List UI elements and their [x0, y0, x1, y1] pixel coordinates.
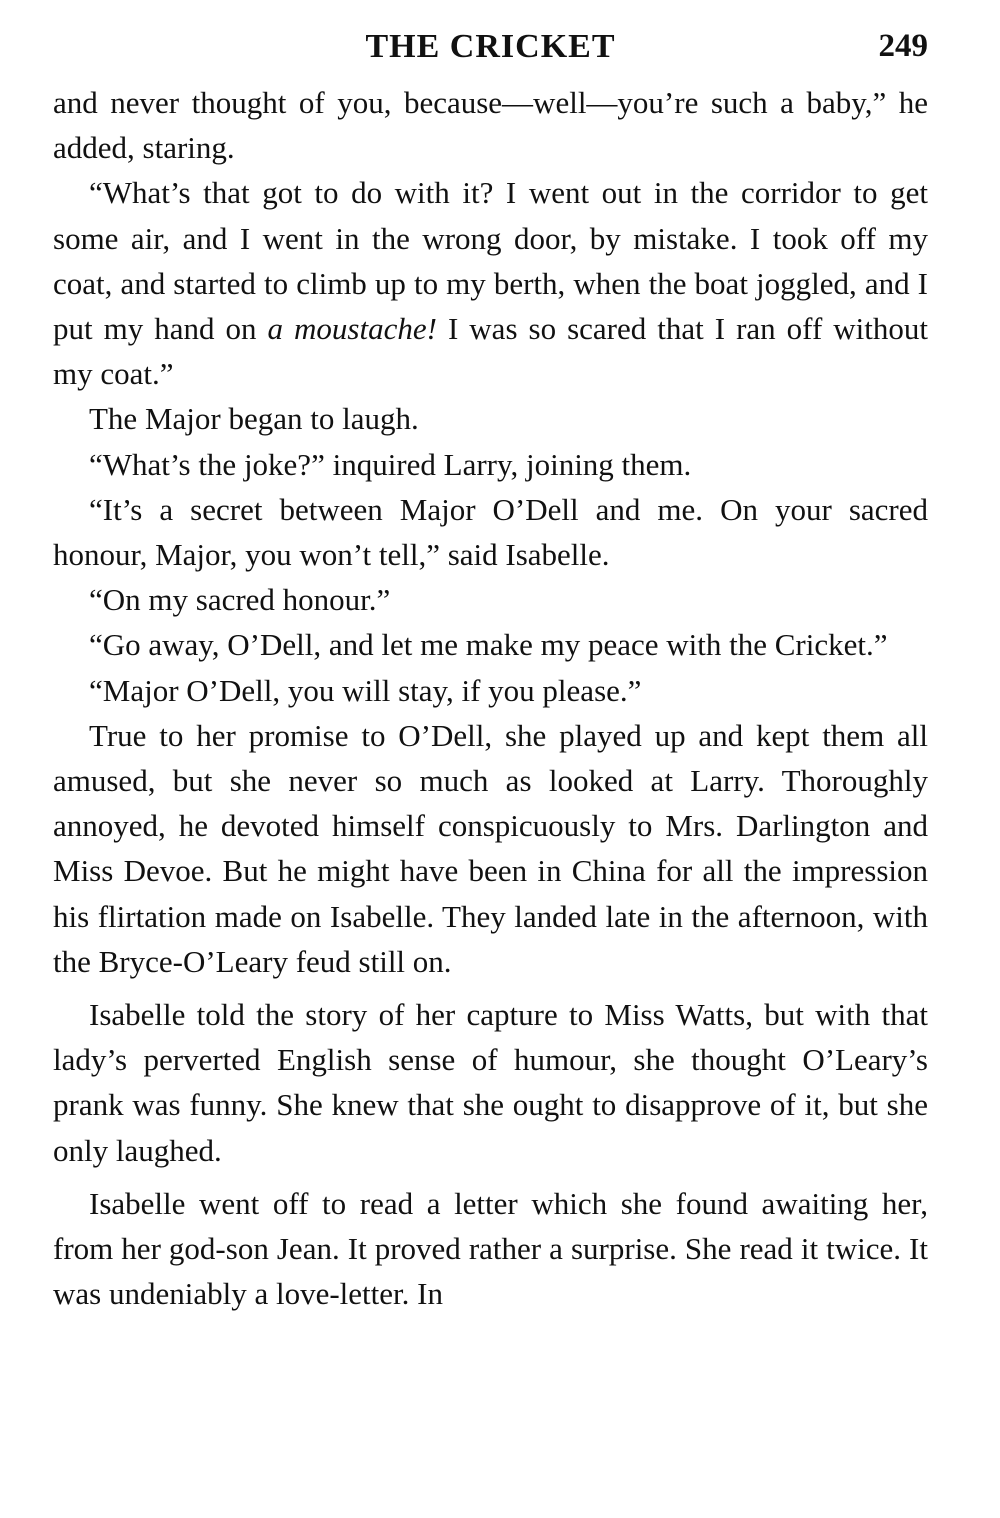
- paragraph: True to her promise to O’Dell, she played up and kept them all amused, but she never so much as looked at Larry. Thoroughly annoyed, he devoted himself conspicuously to Mrs. Darlington and Miss Devoe. But he might have been in China for all the impression his flirtation made on Isabelle. They landed late in the afternoon, with the Bryce-O’Leary feud still on.: [53, 717, 928, 979]
- page-header: [53, 28, 928, 80]
- paragraph-text: “What’s that got to do with it? I went out in the corridor to get some air, and I went in the wrong door, by mistake. I took off my coat, and started to climb up to my berth, when the boat joggled, and I put my hand on: [53, 175, 928, 347]
- paragraph: Isabelle went off to read a letter which she found awaiting her, from her god-son Jean. It proved rather a surprise. She read it twice. It was undeniably a love-letter. In: [53, 1185, 928, 1312]
- paragraph: “Go away, O’Dell, and let me make my peace with the Cricket.”: [89, 627, 888, 663]
- paragraph-text: I was so scared that I ran off without my coat.”: [53, 311, 928, 392]
- paragraph: The Major began to laugh.: [89, 401, 419, 437]
- paragraph: “It’s a secret between Major O’Dell and me. On your sacred honour, Major, you won’t tell,” said Isabelle.: [53, 491, 928, 573]
- running-title: THE CRICKET: [365, 28, 616, 65]
- paragraph: and never thought of you, because—well—you’re such a baby,” he added, staring.: [53, 85, 928, 166]
- paragraph: “On my sacred honour.”: [89, 582, 391, 618]
- book-page: [53, 28, 928, 1316]
- emphasis-text: a moustache!: [267, 311, 437, 347]
- body-text: [53, 80, 928, 1316]
- paragraph: “Major O’Dell, you will stay, if you please.”: [89, 672, 642, 708]
- page-number: 249: [878, 28, 928, 64]
- paragraph: [53, 170, 928, 396]
- paragraph: “What’s the joke?” inquired Larry, joining them.: [89, 446, 692, 482]
- paragraph: Isabelle told the story of her capture to Miss Watts, but with that lady’s perverted English sense of humour, she thought O’Leary’s prank was funny. She knew that she ought to disapprove of it, but she only laughed.: [53, 997, 928, 1168]
